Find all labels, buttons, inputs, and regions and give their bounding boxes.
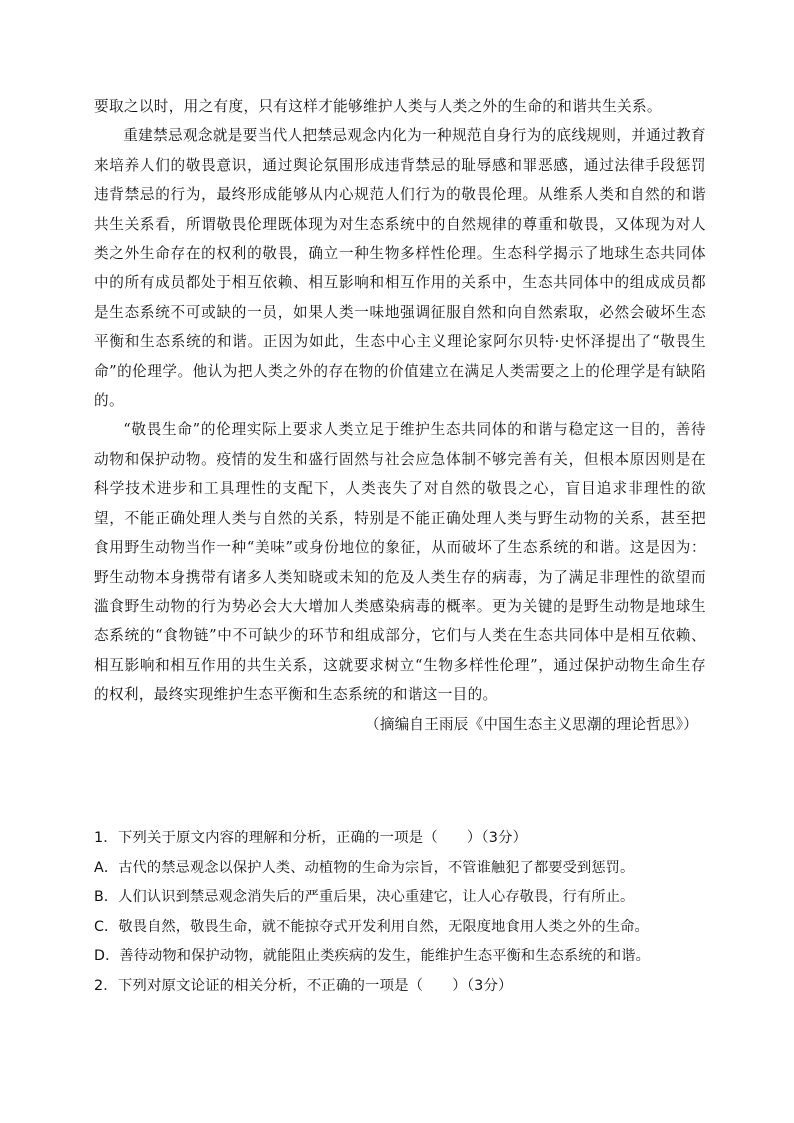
question-1-number: 1． bbox=[94, 830, 118, 846]
passage-paragraph-taboo-reconstruction: 重建禁忌观念就是要当代人把禁忌观念内化为一种规范自身行为的底线规则，并通过教育来培养人们的敬畏意识，通过舆论氛围形成违背禁忌的耻辱感和罪恶感，通过法律手段惩罚违背禁忌的行为，最终形成能够从内心规范人们行为的敬畏伦理。从维系人类和自然的和谐共生关系看，所谓敬畏伦理既体现为对生态系统中的自然规律的尊重和敬畏，又体现为对人类之外生命存在的权利的敬畏，确立一种生物多样性伦理。生态科学揭示了地球生态共同体中的所有成员都处于相互依赖、相互影响和相互作用的关系中，生态共同体中的组成成员都是生态系统不可或缺的一员，如果人类一味地强调征服自然和向自然索取，必然会破坏生态平衡和生态系统的和谐。正因为如此，生态中心主义理论家阿尔贝特·史怀泽提出了“敬畏生命”的伦理学。他认为把人类之外的存在物的价值建立在满足人类需要之上的伦理学是有缺陷的。 bbox=[94, 127, 706, 410]
question-1 bbox=[94, 824, 706, 854]
question-section bbox=[94, 824, 706, 1002]
question-2 bbox=[94, 972, 706, 1002]
question-1-option-c: C．敬畏自然，敬畏生命，就不能掠夺式开发利用自然，无限度地食用人类之外的生命。 bbox=[94, 918, 649, 935]
question-1-option-d: D．善待动物和保护动物，就能阻止类疾病的发生，能维护生态平衡和生态系统的和谐。 bbox=[94, 948, 650, 965]
question-1-option-a: A．古代的禁忌观念以保护人类、动植物的生命为宗旨，不管谁触犯了都要受到惩罚。 bbox=[94, 859, 635, 876]
question-1-stem: 下列关于原文内容的理解和分析，正确的一项是（ ）（3分） bbox=[117, 830, 528, 846]
passage-paragraph-continuation: 要取之以时，用之有度，只有这样才能够维护人类与人类之外的生命的和谐共生关系。 bbox=[94, 98, 662, 115]
question-2-number: 2． bbox=[94, 977, 118, 994]
passage-source-citation: （摘编自王雨辰《中国生态主义思潮的理论哲思》） bbox=[365, 715, 698, 733]
question-2-stem: 下列对原文论证的相关分析，不正确的一项是（ ）（3分） bbox=[117, 977, 513, 994]
reading-passage bbox=[94, 92, 706, 739]
passage-paragraph-reverence-for-life: “敬畏生命”的伦理实际上要求人类立足于维护生态共同体的和谐与稳定这一目的，善待动物和保护动物。疫情的发生和盛行固然与社会应急体制不够完善有关，但根本原因则是在科学技术进步和工具理性的支配下，人类丧失了对自然的敬畏之心，盲目追求非理性的欲望，不能正确处理人类与自然的关系，特别是不能正确处理人类与野生动物的关系，甚至把食用野生动物当作一种“美味”或身份地位的象征，从而破坏了生态系统的和谐。这是因为：野生动物本身携带有诸多人类知晓或未知的危及人类生存的病毒，为了满足非理性的欲望而滥食野生动物的行为势必会大大增加人类感染病毒的概率。更为关键的是野生动物是地球生态系统的“食物链”中不可缺少的环节和组成部分，它们与人类在生态共同体中是相互依赖、相互影响和相互作用的共生关系，这就要求树立“生物多样性伦理”，通过保护动物生命生存的权利，最终实现维护生态平衡和生态系统的和谐这一目的。 bbox=[94, 421, 706, 704]
question-1-option-b: B．人们认识到禁忌观念消失后的严重后果，决心重建它，让人心存敬畏，行有所止。 bbox=[94, 889, 635, 906]
